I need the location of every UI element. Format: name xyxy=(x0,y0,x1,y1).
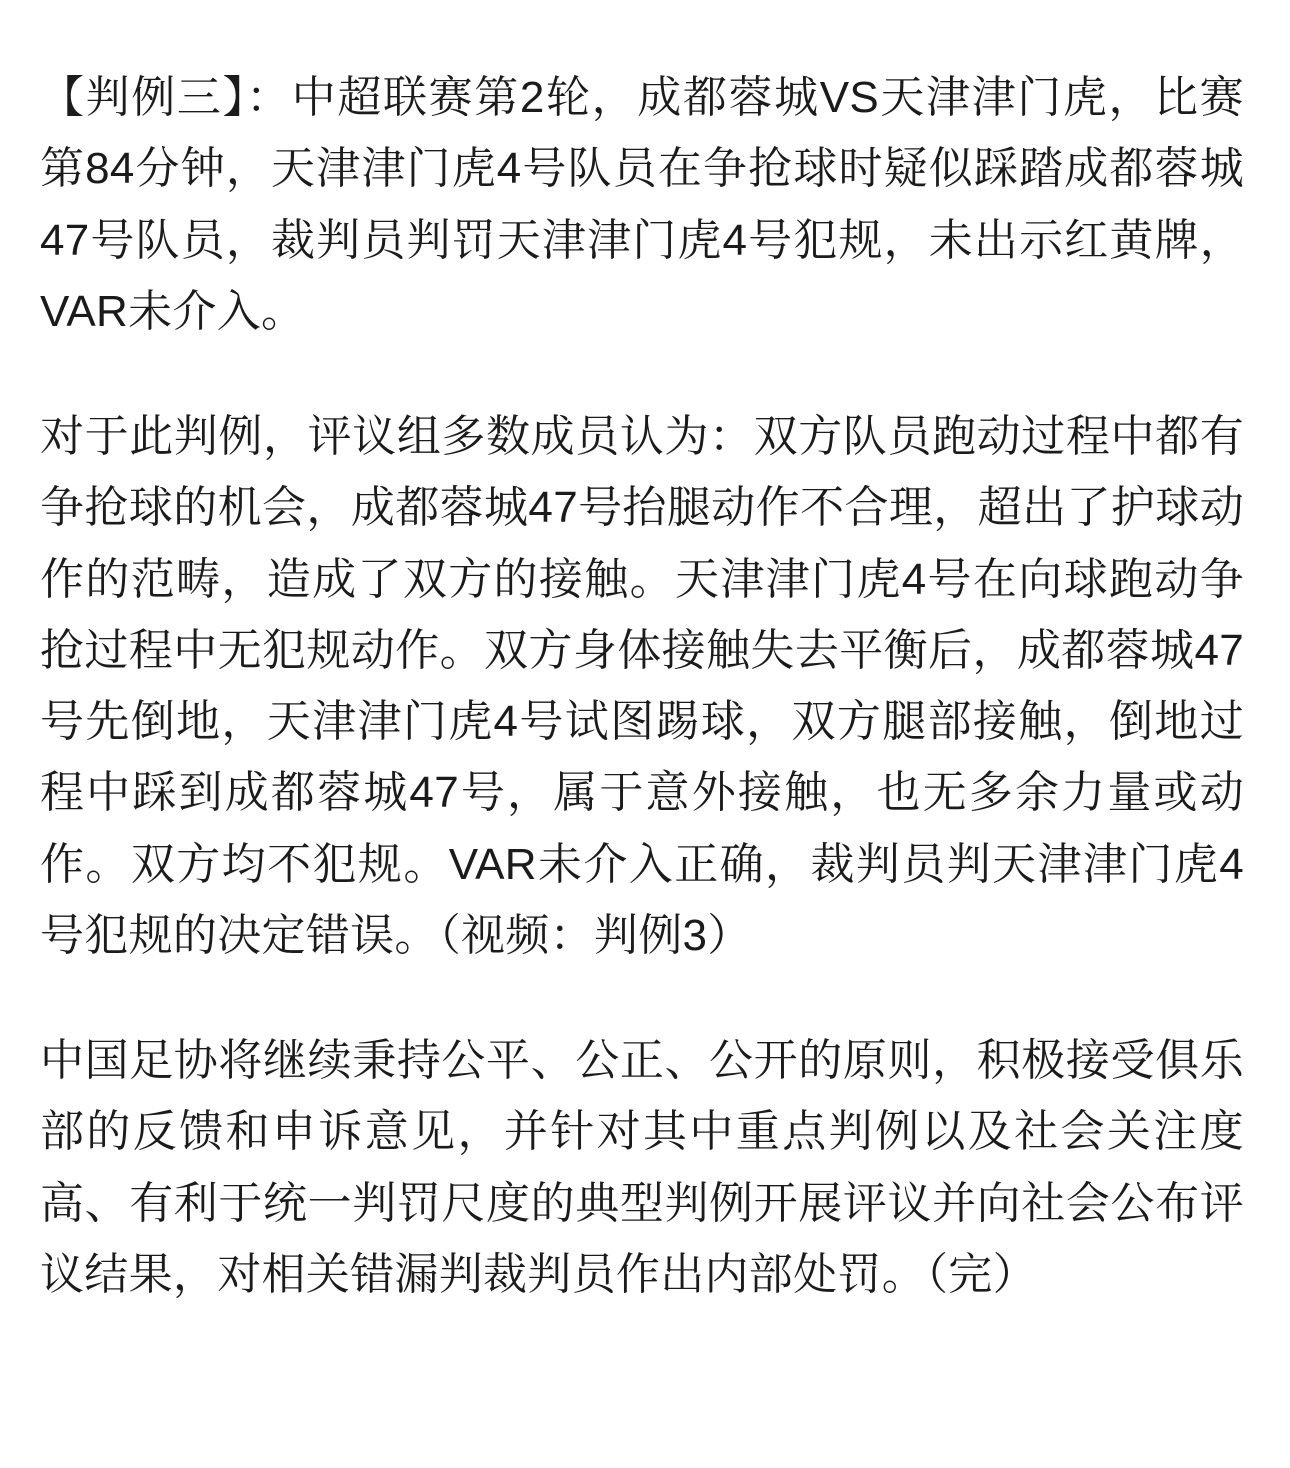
paragraph-case-three: 【判例三】：中超联赛第2轮，成都蓉城VS天津津门虎，比赛第84分钟，天津津门虎4号队员在争抢球时疑似踩踏成都蓉城47号队员，裁判员判罚天津津门虎4号犯规，未出示红黄牌，VAR未介入。 xyxy=(40,73,1244,336)
paragraph-closing-statement: 中国足协将继续秉持公平、公正、公开的原则，积极接受俱乐部的反馈和申诉意见，并针对其中重点判例以及社会关注度高、有利于统一判罚尺度的典型判例开展评议并向社会公布评议结果，对相关错漏判裁判员作出内部处罚。（完） xyxy=(40,1036,1244,1299)
paragraph-panel-opinion: 对于此判例，评议组多数成员认为：双方队员跑动过程中都有争抢球的机会，成都蓉城47号抬腿动作不合理，超出了护球动作的范畴，造成了双方的接触。天津津门虎4号在向球跑动争抢过程中无犯规动作。双方身体接触失去平衡后，成都蓉城47号先倒地，天津津门虎4号试图踢球，双方腿部接触，倒地过程中踩到成都蓉城47号，属于意外接触，也无多余力量或动作。双方均不犯规。VAR未介入正确，裁判员判天津津门虎4号犯规的决定错误。（视频：判例3） xyxy=(40,412,1244,960)
